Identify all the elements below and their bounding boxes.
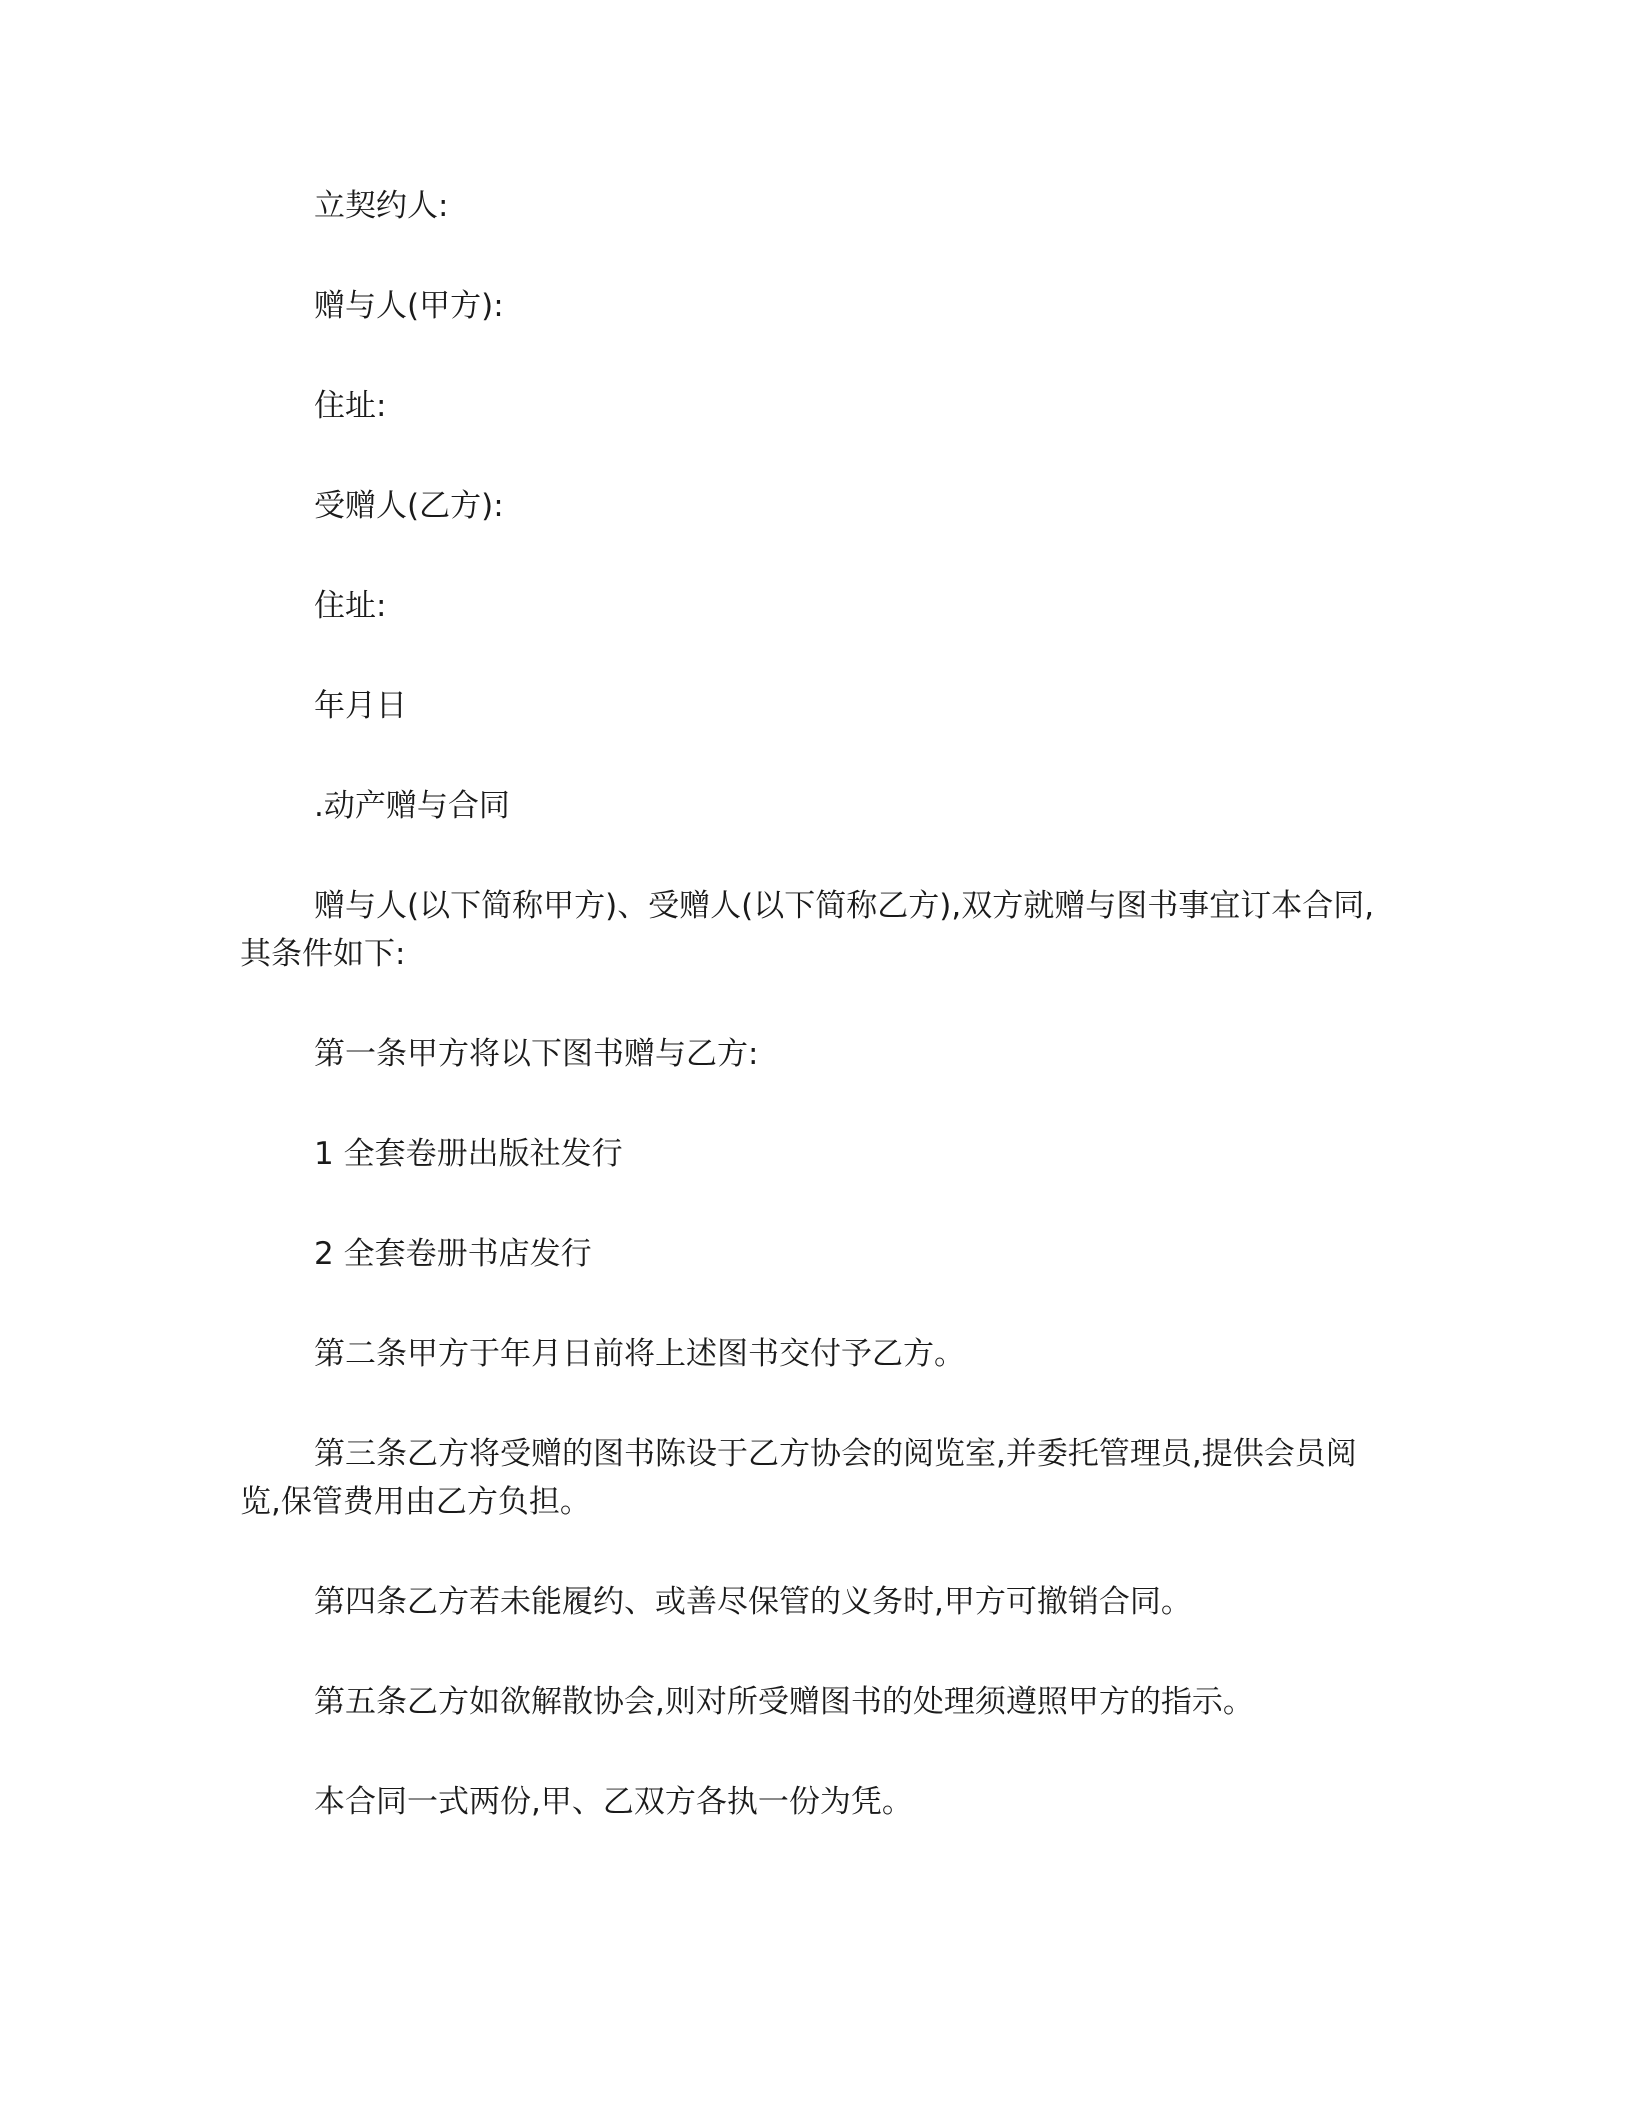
donor-address-label: 住址:	[314, 388, 387, 424]
closing-paragraph: 本合同一式两份,甲、乙双方各执一份为凭。	[314, 1784, 913, 1820]
article-2: 第二条甲方于年月日前将上述图书交付予乙方。	[314, 1336, 965, 1372]
intro-paragraph: 赠与人(以下简称甲方)、受赠人(以下简称乙方),双方就赠与图书事宜订本合同,其条件如下:	[240, 888, 1375, 972]
contract-party-heading: 立契约人:	[314, 188, 449, 224]
book-item-2: 2 全套卷册书店发行	[314, 1236, 592, 1272]
recipient-label: 受赠人(乙方):	[314, 488, 504, 524]
recipient-address-label: 住址:	[314, 588, 387, 624]
article-1: 第一条甲方将以下图书赠与乙方:	[314, 1036, 759, 1072]
donor-label: 赠与人(甲方):	[314, 288, 504, 324]
date-label: 年月日	[314, 688, 407, 724]
article-4: 第四条乙方若未能履约、或善尽保管的义务时,甲方可撤销合同。	[314, 1584, 1192, 1620]
article-3: 第三条乙方将受赠的图书陈设于乙方协会的阅览室,并委托管理员,提供会员阅览,保管费用由乙方负担。	[240, 1436, 1357, 1520]
article-5: 第五条乙方如欲解散协会,则对所受赠图书的处理须遵照甲方的指示。	[314, 1684, 1254, 1720]
contract-body	[240, 182, 1390, 1878]
contract-title: .动产赠与合同	[314, 788, 510, 824]
book-item-1: 1 全套卷册出版社发行	[314, 1136, 623, 1172]
